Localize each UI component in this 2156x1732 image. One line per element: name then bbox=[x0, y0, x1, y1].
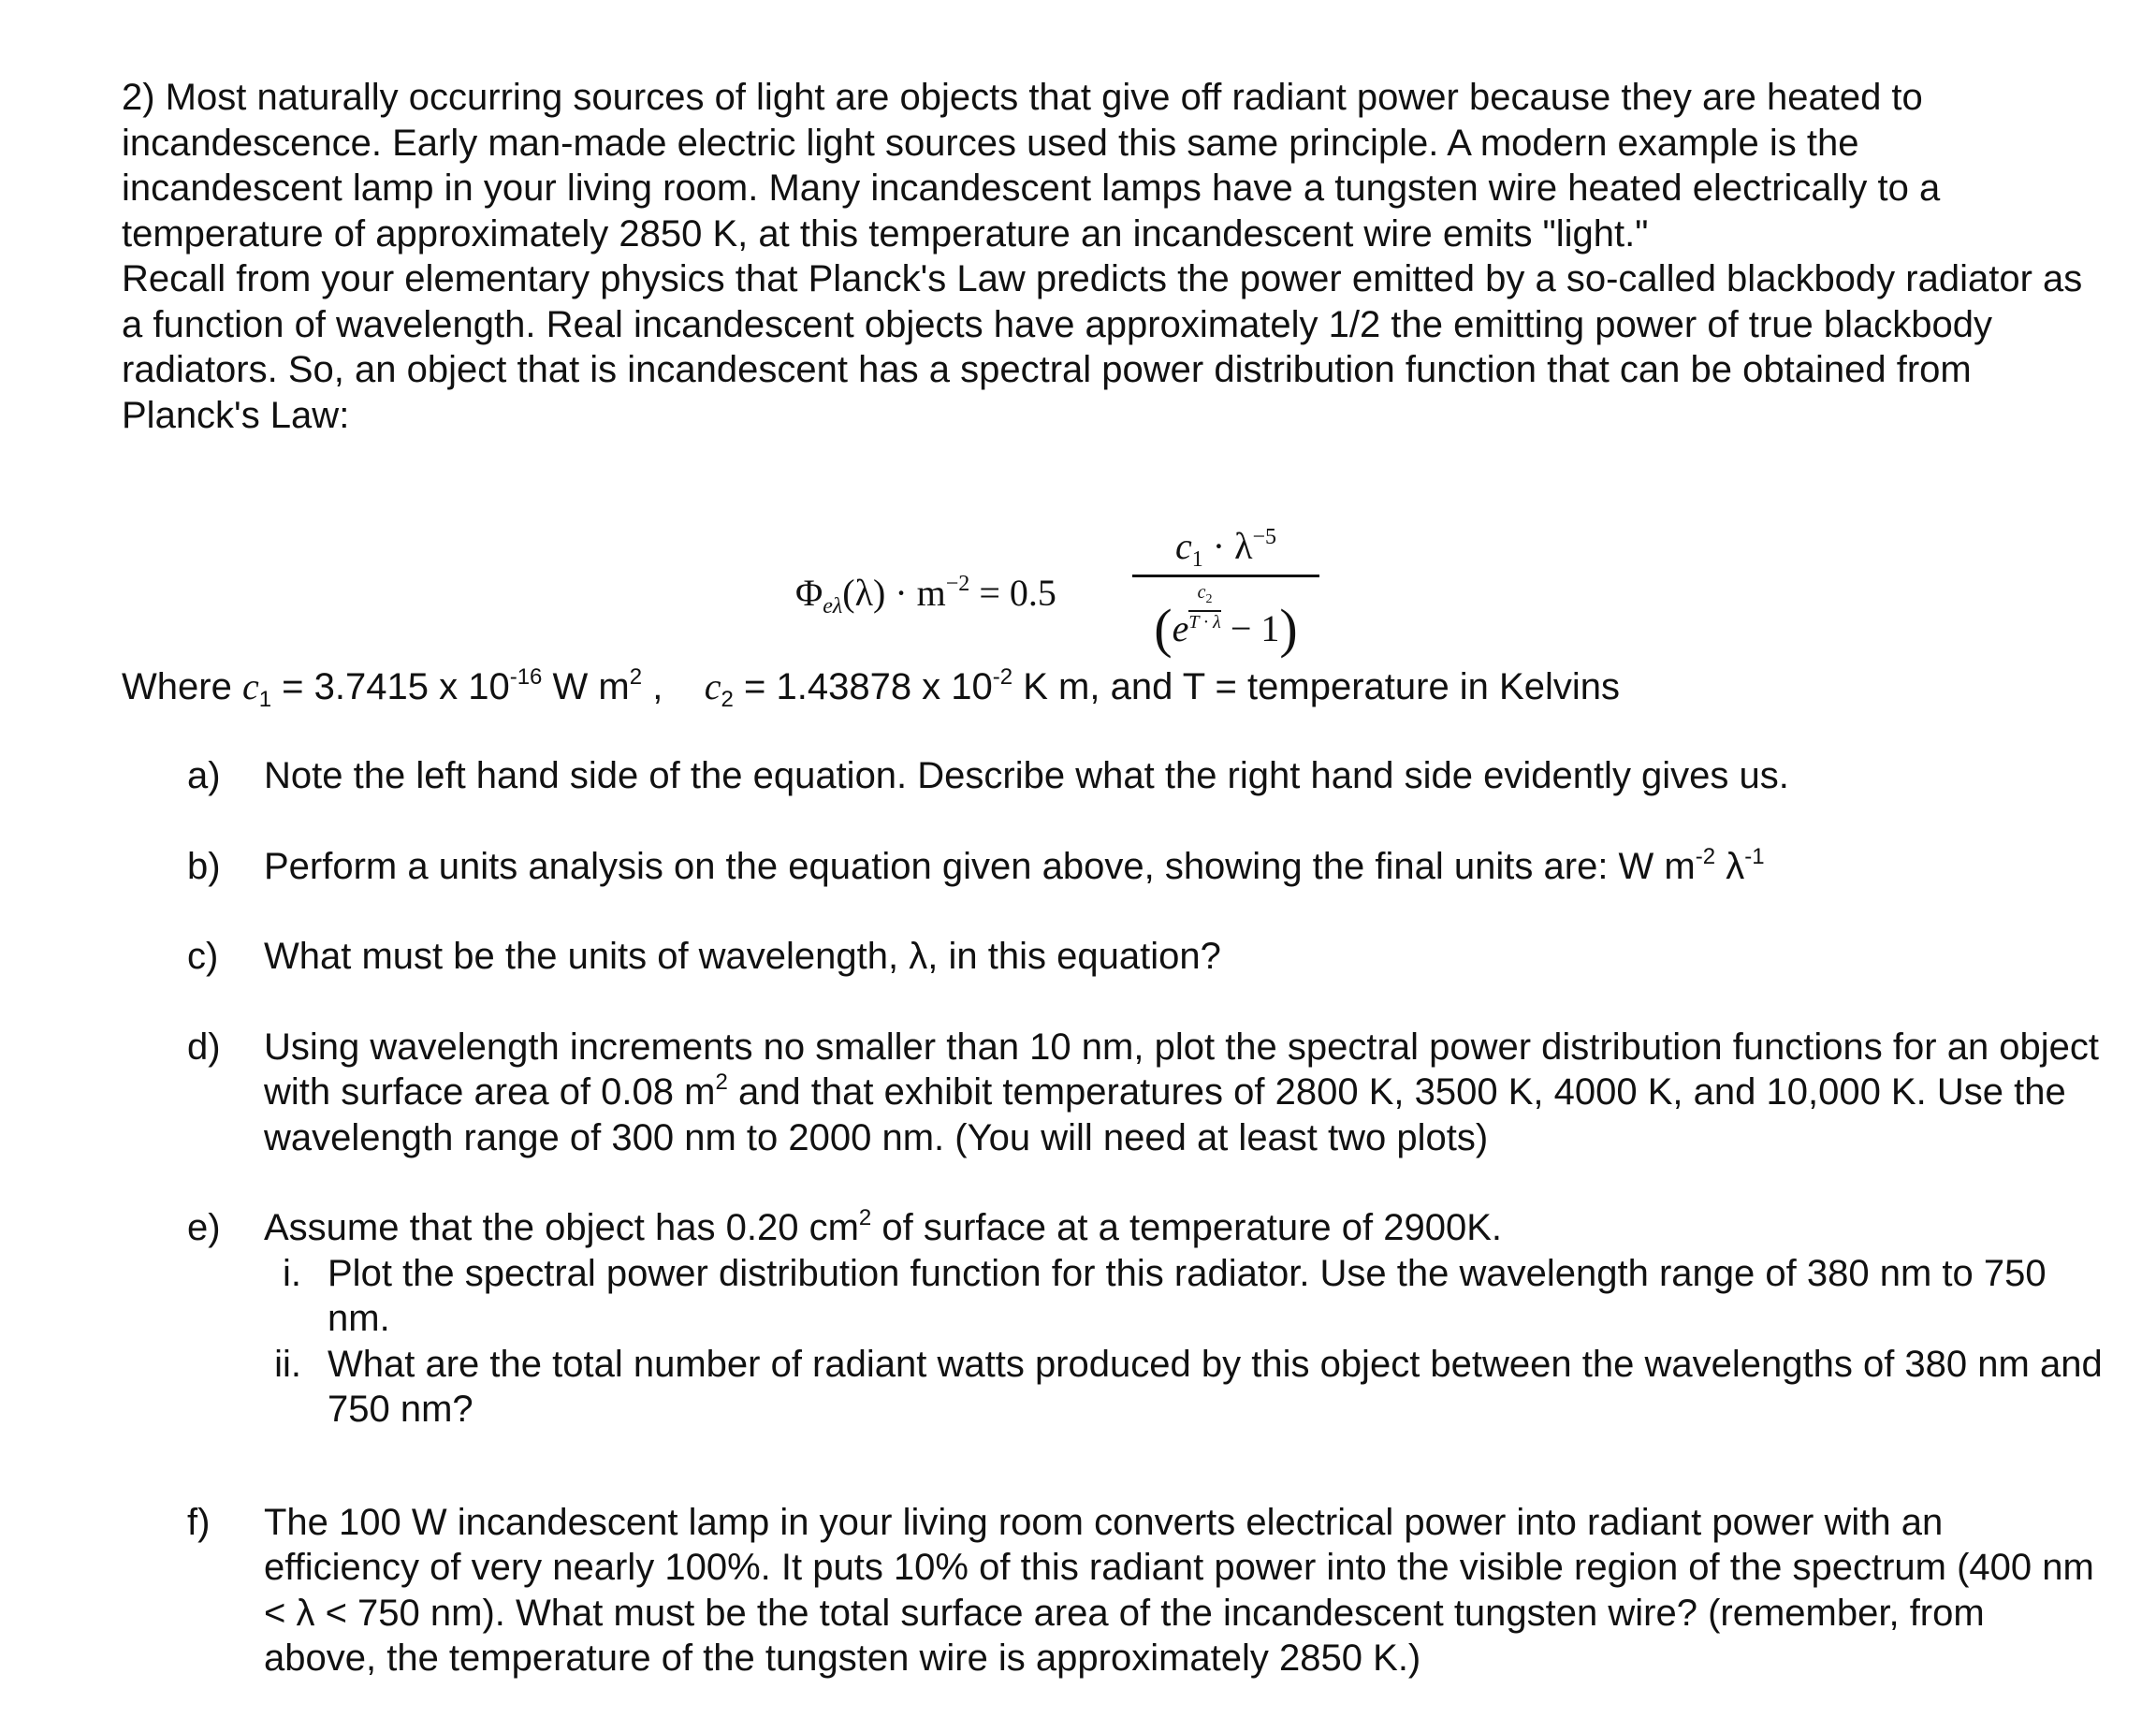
question-e-i-text: Plot the spectral power distribution function for this radiator. Use the wavelength range of 380 nm to 750 nm. bbox=[328, 1252, 2047, 1339]
question-b-lambda: λ bbox=[1715, 845, 1745, 887]
equals-factor: = 0.5 bbox=[979, 572, 1056, 614]
question-c bbox=[187, 934, 2105, 980]
constants-line bbox=[122, 664, 1620, 710]
num-c: c bbox=[1174, 525, 1192, 567]
fraction-bar bbox=[1132, 575, 1319, 577]
exponent-fraction bbox=[1188, 583, 1220, 632]
question-b bbox=[187, 844, 2105, 890]
question-e-i-label: i. bbox=[283, 1252, 301, 1294]
den-minus-one: − 1 bbox=[1220, 607, 1280, 649]
exp-num-c: c bbox=[1197, 582, 1206, 603]
where-lead: Where bbox=[122, 666, 242, 707]
lhs-exponent: −2 bbox=[945, 572, 970, 596]
question-a-text: Note the left hand side of the equation. Describe what the right hand side evidently gives us. bbox=[264, 755, 1789, 796]
question-e-i bbox=[187, 1251, 2105, 1342]
question-a-label: a) bbox=[187, 755, 221, 796]
question-f-text: The 100 W incandescent lamp in your living room converts electrical power into radiant power with an efficiency of very nearly 100%. It puts 10% of this radiant power into the visible region of the spectrum (400 nm < λ < 750 nm). What must be the total surface area of the incandescent tungsten wire? (remember, from above, the temperature of the tungsten wire is approximately 2850 K.) bbox=[264, 1501, 2094, 1679]
num-rest: · λ bbox=[1202, 525, 1253, 567]
where-separator: , bbox=[642, 666, 705, 707]
equation-fraction bbox=[1132, 524, 1319, 659]
c1-sub: 1 bbox=[258, 687, 272, 712]
intro-section bbox=[122, 75, 2087, 438]
phi-symbol: Φ bbox=[795, 572, 823, 614]
den-close-paren: ) bbox=[1279, 598, 1298, 659]
fraction-denominator bbox=[1132, 582, 1319, 659]
phi-subscript: eλ bbox=[823, 594, 843, 619]
question-d bbox=[187, 1025, 2105, 1161]
den-open-paren: ( bbox=[1154, 598, 1173, 659]
c2-value: = 1.43878 x 10 bbox=[733, 666, 993, 707]
question-d-exp: 2 bbox=[715, 1070, 728, 1095]
intro-paragraph-2: Recall from your elementary physics that Planck's Law predicts the power emitted by a so-called blackbody radiator as a function of wavelength. Real incandescent objects have approximately 1/2 the emitting power of true blackbody radiators. So, an object that is incandescent has a spectral power distribution function that can be obtained from Planck's Law: bbox=[122, 258, 2083, 436]
question-d-text2: and that exhibit temperatures of 2800 K, 3500 K, 4000 K, and 10,000 K. Use the wavelength range of 300 nm to 2000 nm. (You will need at least two plots) bbox=[264, 1071, 2066, 1158]
c2-exponent: -2 bbox=[992, 664, 1013, 690]
question-a bbox=[187, 753, 2105, 799]
question-f bbox=[187, 1500, 2105, 1681]
num-c-sub: 1 bbox=[1191, 547, 1203, 572]
c2-rest: K m, and T = temperature in Kelvins bbox=[1012, 666, 1620, 707]
question-d-label: d) bbox=[187, 1026, 221, 1068]
question-f-label: f) bbox=[187, 1501, 211, 1543]
c1-unit: W m bbox=[542, 666, 630, 707]
c1-symbol: c bbox=[241, 665, 259, 707]
planck-equation bbox=[795, 524, 1357, 664]
question-e-ii bbox=[187, 1342, 2105, 1433]
fraction-numerator bbox=[1132, 524, 1319, 572]
question-e-label: e) bbox=[187, 1207, 221, 1248]
exp-num-sub: 2 bbox=[1205, 592, 1213, 606]
c2-symbol: c bbox=[704, 665, 721, 707]
den-e: e bbox=[1172, 607, 1189, 649]
c2-sub: 2 bbox=[721, 687, 734, 712]
c1-exponent: -16 bbox=[509, 664, 543, 690]
question-b-exp1: -2 bbox=[1695, 843, 1716, 869]
c1-unit-exp: 2 bbox=[629, 664, 643, 690]
question-b-exp2: -1 bbox=[1744, 843, 1765, 869]
question-list bbox=[187, 753, 2105, 1681]
num-exp: −5 bbox=[1252, 525, 1277, 549]
question-e-ii-label: ii. bbox=[274, 1343, 301, 1385]
question-d-text1: Using wavelength increments no smaller than 10 nm, plot the spectral power distribution functions for an object with surface area of 0.08 m bbox=[264, 1026, 2100, 1113]
question-c-label: c) bbox=[187, 936, 219, 977]
question-e-text1: Assume that the object has 0.20 cm bbox=[264, 1207, 859, 1248]
question-b-text: Perform a units analysis on the equation given above, showing the final units are: W m bbox=[264, 845, 1696, 887]
question-e-ii-text: What are the total number of radiant watts produced by this object between the wavelengths of 380 nm and 750 nm? bbox=[328, 1343, 2103, 1430]
question-e-exp: 2 bbox=[858, 1205, 872, 1230]
question-e-text2: of surface at a temperature of 2900K. bbox=[871, 1207, 1502, 1248]
intro-paragraph-1: 2) Most naturally occurring sources of light are objects that give off radiant power because they are heated to incandescence. Early man-made electric light sources used this same principle. A modern example is the incandescent lamp in your living room. Many incandescent lamps have a tungsten wire heated electrically to a temperature of approximately 2850 K, at this temperature an incandescent wire emits "light." bbox=[122, 77, 1941, 255]
equation-lhs bbox=[795, 571, 1056, 617]
question-b-label: b) bbox=[187, 845, 221, 887]
c1-value: = 3.7415 x 10 bbox=[271, 666, 510, 707]
lhs-rest: (λ) · m bbox=[842, 572, 946, 614]
question-e bbox=[187, 1205, 2105, 1251]
question-c-text: What must be the units of wavelength, λ, in this equation? bbox=[264, 936, 1221, 977]
exp-den: T · λ bbox=[1188, 612, 1221, 633]
